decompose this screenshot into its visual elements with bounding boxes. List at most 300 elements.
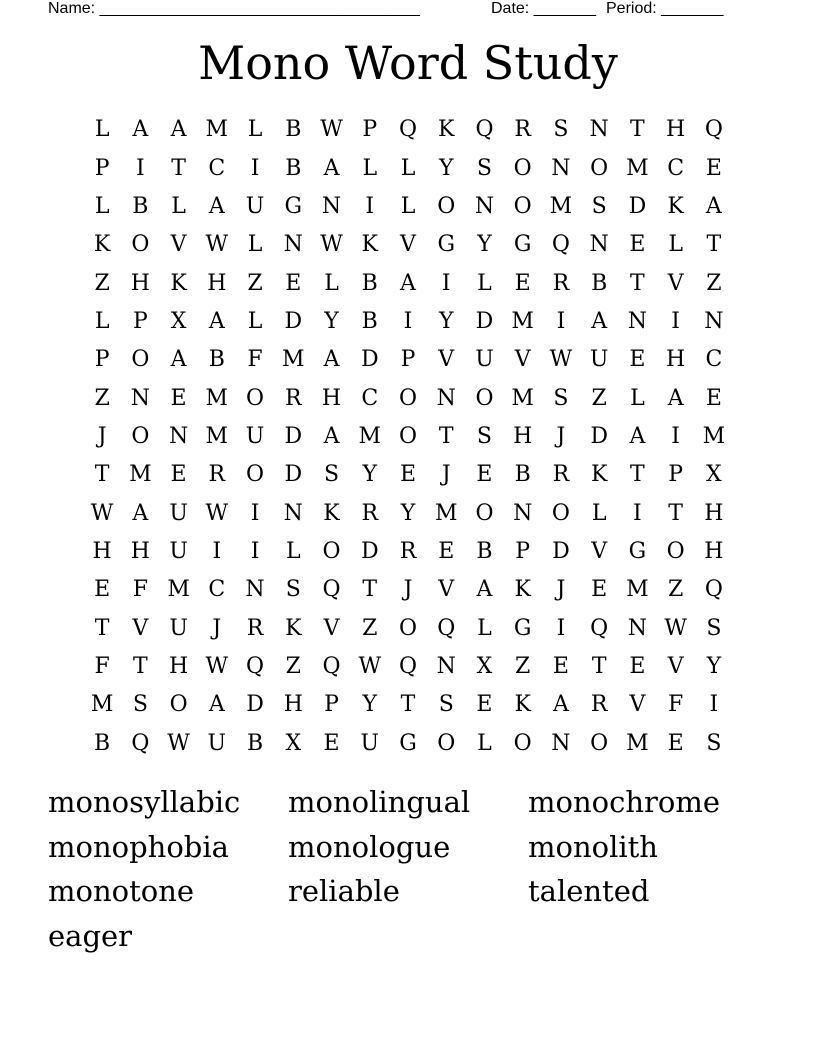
grid-letter[interactable]: Y bbox=[362, 462, 378, 488]
grid-letter[interactable]: N bbox=[436, 385, 456, 411]
grid-letter[interactable]: Q bbox=[590, 615, 609, 641]
grid-letter[interactable]: I bbox=[633, 500, 642, 526]
grid-letter[interactable]: D bbox=[360, 347, 379, 373]
grid-letter[interactable]: E bbox=[705, 385, 722, 411]
grid-letter[interactable]: V bbox=[400, 232, 416, 258]
grid-letter[interactable]: R bbox=[552, 270, 570, 296]
student-info-header bbox=[48, 0, 738, 20]
grid-letter[interactable]: Y bbox=[706, 653, 722, 679]
grid-letter[interactable]: L bbox=[247, 308, 263, 334]
grid-letter[interactable]: Q bbox=[246, 653, 265, 679]
grid-letter[interactable]: V bbox=[438, 347, 455, 373]
grid-letter[interactable]: U bbox=[360, 730, 380, 756]
grid-letter[interactable]: P bbox=[400, 347, 416, 373]
grid-letter[interactable]: S bbox=[323, 462, 340, 488]
grid-letter[interactable]: N bbox=[474, 193, 495, 219]
grid-letter[interactable]: V bbox=[170, 232, 187, 258]
grid-letter[interactable]: O bbox=[513, 730, 532, 756]
grid-letter[interactable]: E bbox=[629, 232, 646, 258]
grid-letter[interactable]: I bbox=[212, 538, 222, 564]
grid-letter[interactable]: H bbox=[92, 538, 112, 564]
grid-letter[interactable]: O bbox=[131, 423, 150, 449]
grid-letter[interactable]: M bbox=[434, 500, 458, 526]
grid-row bbox=[83, 149, 733, 187]
grid-letter[interactable]: W bbox=[205, 653, 229, 679]
grid-letter[interactable]: B bbox=[591, 270, 608, 296]
grid-letter[interactable]: H bbox=[168, 653, 189, 679]
grid-letter[interactable]: M bbox=[282, 347, 305, 373]
grid-letter[interactable]: R bbox=[552, 462, 570, 488]
grid-letter[interactable]: R bbox=[514, 117, 531, 143]
grid-letter[interactable]: I bbox=[365, 193, 375, 219]
grid-letter[interactable]: Y bbox=[477, 232, 492, 258]
grid-letter[interactable]: K bbox=[285, 615, 302, 641]
grid-letter[interactable]: N bbox=[245, 577, 265, 603]
grid-letter[interactable]: M bbox=[90, 692, 114, 718]
grid-letter[interactable]: E bbox=[94, 577, 111, 603]
grid-letter[interactable]: L bbox=[362, 155, 378, 181]
grid-letter[interactable]: L bbox=[400, 155, 416, 181]
grid-letter[interactable]: K bbox=[590, 462, 608, 488]
grid-letter[interactable]: U bbox=[169, 500, 188, 526]
grid-letter[interactable]: A bbox=[208, 692, 225, 718]
grid-letter[interactable]: T bbox=[171, 155, 186, 181]
grid-letter[interactable]: B bbox=[361, 270, 378, 296]
grid-letter[interactable]: E bbox=[323, 730, 340, 756]
grid-letter[interactable]: P bbox=[94, 347, 110, 373]
grid-letter[interactable]: S bbox=[476, 423, 492, 449]
grid-letter[interactable]: A bbox=[132, 117, 149, 143]
grid-letter[interactable]: P bbox=[324, 692, 339, 718]
grid-letter[interactable]: Z bbox=[706, 270, 722, 296]
grid-letter[interactable]: T bbox=[94, 615, 110, 641]
grid-letter[interactable]: X bbox=[706, 462, 722, 488]
grid-letter[interactable]: O bbox=[590, 730, 609, 756]
grid-letter[interactable]: E bbox=[705, 155, 722, 181]
grid-letter[interactable]: V bbox=[667, 270, 684, 296]
grid-letter[interactable]: C bbox=[667, 155, 685, 181]
grid-letter[interactable]: W bbox=[664, 615, 687, 641]
grid-letter[interactable]: L bbox=[94, 308, 110, 334]
grid-letter[interactable]: C bbox=[361, 385, 379, 411]
grid-letter[interactable]: S bbox=[553, 117, 569, 143]
grid-letter[interactable]: I bbox=[441, 270, 451, 296]
word-list-item: reliable bbox=[288, 874, 400, 908]
grid-letter[interactable]: G bbox=[284, 193, 303, 219]
grid-letter[interactable]: W bbox=[549, 347, 573, 373]
grid-letter[interactable]: M bbox=[205, 423, 229, 449]
grid-letter[interactable]: J bbox=[556, 577, 566, 603]
grid-letter[interactable]: E bbox=[170, 462, 187, 488]
grid-letter[interactable]: H bbox=[513, 423, 533, 449]
grid-letter[interactable]: R bbox=[246, 615, 264, 641]
grid-letter[interactable]: L bbox=[285, 538, 301, 564]
grid-letter[interactable]: D bbox=[552, 538, 570, 564]
grid-letter[interactable]: H bbox=[207, 270, 227, 296]
grid-letter[interactable]: Z bbox=[94, 270, 110, 296]
grid-letter[interactable]: L bbox=[477, 270, 492, 296]
grid-letter[interactable]: H bbox=[666, 117, 686, 143]
grid-letter[interactable]: E bbox=[285, 270, 302, 296]
grid-letter[interactable]: E bbox=[438, 538, 455, 564]
grid-letter[interactable]: L bbox=[400, 193, 416, 219]
grid-letter[interactable]: Q bbox=[398, 117, 418, 143]
grid-letter[interactable]: G bbox=[437, 232, 456, 258]
grid-letter[interactable]: A bbox=[323, 347, 340, 373]
grid-letter[interactable]: A bbox=[591, 308, 608, 334]
grid-letter[interactable]: G bbox=[513, 232, 532, 258]
grid-letter[interactable]: Z bbox=[591, 385, 607, 411]
grid-letter[interactable]: A bbox=[170, 117, 187, 143]
grid-letter[interactable]: W bbox=[90, 500, 114, 526]
grid-letter[interactable]: N bbox=[168, 423, 189, 449]
grid-letter[interactable]: O bbox=[131, 347, 150, 373]
grid-letter[interactable]: O bbox=[513, 193, 532, 219]
grid-letter[interactable]: M bbox=[511, 308, 534, 334]
grid-letter[interactable]: A bbox=[476, 577, 493, 603]
grid-letter[interactable]: U bbox=[207, 730, 227, 756]
grid-letter[interactable]: K bbox=[361, 232, 378, 258]
grid-letter[interactable]: N bbox=[283, 500, 303, 526]
grid-letter[interactable]: X bbox=[285, 730, 302, 756]
grid-letter[interactable]: Y bbox=[362, 692, 378, 718]
grid-letter[interactable]: U bbox=[245, 193, 265, 219]
grid-letter[interactable]: C bbox=[208, 577, 226, 603]
grid-letter[interactable]: Q bbox=[475, 117, 494, 143]
grid-letter[interactable]: E bbox=[591, 577, 608, 603]
grid-letter[interactable]: S bbox=[476, 155, 492, 181]
grid-letter[interactable]: Q bbox=[704, 577, 723, 603]
grid-letter[interactable]: K bbox=[438, 117, 455, 143]
grid-letter[interactable]: Q bbox=[437, 615, 456, 641]
word-list-item: talented bbox=[528, 874, 650, 908]
grid-letter[interactable]: D bbox=[360, 538, 379, 564]
grid-row bbox=[83, 341, 733, 379]
grid-letter[interactable]: H bbox=[130, 538, 150, 564]
grid-letter[interactable]: K bbox=[667, 193, 684, 219]
grid-letter[interactable]: T bbox=[400, 692, 416, 718]
grid-letter[interactable]: E bbox=[170, 385, 187, 411]
grid-letter[interactable]: Y bbox=[438, 308, 454, 334]
grid-letter[interactable]: S bbox=[553, 385, 569, 411]
grid-letter[interactable]: V bbox=[629, 692, 646, 718]
grid-letter[interactable]: S bbox=[706, 615, 722, 641]
grid-letter[interactable]: I bbox=[671, 308, 680, 334]
grid-letter[interactable]: Y bbox=[438, 155, 454, 181]
grid-letter[interactable]: A bbox=[170, 347, 187, 373]
grid-letter[interactable]: O bbox=[322, 538, 341, 564]
grid-row bbox=[83, 533, 733, 571]
grid-letter[interactable]: U bbox=[169, 538, 188, 564]
grid-letter[interactable]: A bbox=[552, 692, 569, 718]
grid-letter[interactable]: L bbox=[171, 193, 186, 219]
grid-letter[interactable]: I bbox=[250, 155, 260, 181]
grid-letter[interactable]: K bbox=[514, 577, 531, 603]
grid-letter[interactable]: B bbox=[94, 730, 111, 756]
grid-letter[interactable]: O bbox=[398, 615, 418, 641]
grid-letter[interactable]: A bbox=[400, 270, 416, 296]
grid-letter[interactable]: K bbox=[514, 692, 531, 718]
grid-letter[interactable]: I bbox=[136, 155, 145, 181]
grid-letter[interactable]: N bbox=[704, 308, 724, 334]
grid-letter[interactable]: U bbox=[245, 423, 265, 449]
grid-letter[interactable]: S bbox=[706, 730, 722, 756]
grid-letter[interactable]: U bbox=[589, 347, 609, 373]
grid-letter[interactable]: Q bbox=[398, 653, 418, 679]
grid-letter[interactable]: P bbox=[515, 538, 531, 564]
grid-letter[interactable]: V bbox=[667, 653, 684, 679]
grid-letter[interactable]: B bbox=[361, 308, 378, 334]
grid-letter[interactable]: J bbox=[556, 423, 566, 449]
grid-letter[interactable]: N bbox=[627, 308, 648, 334]
grid-letter[interactable]: V bbox=[591, 538, 608, 564]
grid-letter[interactable]: W bbox=[320, 117, 343, 143]
grid-letter[interactable]: A bbox=[132, 500, 149, 526]
grid-letter[interactable]: O bbox=[475, 500, 494, 526]
grid-letter[interactable]: O bbox=[513, 155, 532, 181]
grid-letter[interactable]: H bbox=[130, 270, 150, 296]
grid-letter[interactable]: F bbox=[132, 577, 148, 603]
grid-letter[interactable]: E bbox=[629, 347, 646, 373]
grid-letter[interactable]: M bbox=[702, 423, 726, 449]
grid-letter[interactable]: Y bbox=[400, 500, 416, 526]
grid-letter[interactable]: L bbox=[324, 270, 339, 296]
grid-letter[interactable]: E bbox=[476, 462, 493, 488]
grid-row bbox=[83, 264, 733, 302]
grid-letter[interactable]: E bbox=[629, 653, 646, 679]
grid-letter[interactable]: Z bbox=[247, 270, 263, 296]
grid-letter[interactable]: V bbox=[438, 577, 455, 603]
grid-letter[interactable]: N bbox=[283, 232, 303, 258]
grid-letter[interactable]: M bbox=[626, 155, 649, 181]
grid-letter[interactable]: F bbox=[247, 347, 263, 373]
grid-letter[interactable]: R bbox=[285, 385, 302, 411]
grid-letter[interactable]: N bbox=[551, 730, 571, 756]
grid-letter[interactable]: A bbox=[208, 193, 225, 219]
grid-letter[interactable]: R bbox=[590, 692, 608, 718]
grid-letter[interactable]: A bbox=[629, 423, 646, 449]
grid-letter[interactable]: N bbox=[436, 653, 456, 679]
grid-letter[interactable]: N bbox=[321, 193, 342, 219]
grid-letter[interactable]: N bbox=[589, 117, 609, 143]
grid-letter[interactable]: N bbox=[513, 500, 533, 526]
grid-letter[interactable]: X bbox=[476, 653, 493, 679]
grid-letter[interactable]: C bbox=[705, 347, 723, 373]
grid-letter[interactable]: L bbox=[477, 730, 492, 756]
grid-letter[interactable]: H bbox=[704, 538, 724, 564]
grid-letter[interactable]: K bbox=[170, 270, 187, 296]
grid-letter[interactable]: J bbox=[441, 462, 451, 488]
grid-letter[interactable]: G bbox=[628, 538, 647, 564]
grid-letter[interactable]: A bbox=[667, 385, 684, 411]
grid-letter[interactable]: W bbox=[167, 730, 190, 756]
grid-letter[interactable]: J bbox=[403, 577, 413, 603]
grid-letter[interactable]: Z bbox=[94, 385, 110, 411]
grid-letter[interactable]: Z bbox=[515, 653, 531, 679]
grid-letter[interactable]: Z bbox=[285, 653, 301, 679]
grid-letter[interactable]: Q bbox=[322, 653, 341, 679]
grid-letter[interactable]: B bbox=[132, 193, 149, 219]
grid-letter[interactable]: E bbox=[476, 692, 493, 718]
grid-letter[interactable]: B bbox=[476, 538, 493, 564]
grid-letter[interactable]: Q bbox=[704, 117, 723, 143]
grid-letter[interactable]: O bbox=[398, 423, 418, 449]
grid-letter[interactable]: V bbox=[514, 347, 531, 373]
grid-letter[interactable]: U bbox=[169, 615, 188, 641]
grid-letter[interactable]: E bbox=[399, 462, 417, 488]
grid-letter[interactable]: D bbox=[246, 692, 264, 718]
grid-letter[interactable]: N bbox=[551, 155, 571, 181]
grid-letter[interactable]: T bbox=[630, 462, 645, 488]
grid-letter[interactable]: K bbox=[323, 500, 340, 526]
grid-letter[interactable]: M bbox=[205, 117, 229, 143]
grid-letter[interactable]: T bbox=[362, 577, 378, 603]
grid-letter[interactable]: B bbox=[246, 730, 264, 756]
grid-letter[interactable]: M bbox=[167, 577, 190, 603]
grid-letter[interactable]: A bbox=[323, 423, 340, 449]
grid-letter[interactable]: V bbox=[323, 615, 340, 641]
grid-letter[interactable]: N bbox=[627, 615, 648, 641]
grid-letter[interactable]: O bbox=[169, 692, 188, 718]
grid-letter[interactable]: T bbox=[438, 423, 454, 449]
grid-letter[interactable]: O bbox=[131, 232, 150, 258]
grid-letter[interactable]: L bbox=[247, 232, 263, 258]
grid-letter[interactable]: O bbox=[246, 462, 265, 488]
grid-letter[interactable]: S bbox=[285, 577, 301, 603]
grid-letter[interactable]: A bbox=[323, 155, 340, 181]
grid-letter[interactable]: M bbox=[511, 385, 534, 411]
grid-letter[interactable]: P bbox=[668, 462, 684, 488]
grid-letter[interactable]: L bbox=[668, 232, 683, 258]
grid-row bbox=[83, 648, 733, 686]
grid-letter[interactable]: Q bbox=[131, 730, 150, 756]
grid-letter[interactable]: M bbox=[626, 730, 649, 756]
grid-letter[interactable]: G bbox=[513, 615, 532, 641]
grid-row bbox=[83, 188, 733, 226]
grid-letter[interactable]: T bbox=[133, 653, 148, 679]
grid-letter[interactable]: L bbox=[247, 117, 263, 143]
grid-letter[interactable]: W bbox=[205, 500, 229, 526]
grid-letter[interactable]: H bbox=[321, 385, 342, 411]
grid-letter[interactable]: Q bbox=[322, 577, 341, 603]
grid-letter[interactable]: B bbox=[208, 347, 225, 373]
grid-letter[interactable]: R bbox=[399, 538, 417, 564]
grid-letter[interactable]: G bbox=[399, 730, 417, 756]
grid-letter[interactable]: W bbox=[205, 232, 229, 258]
grid-letter[interactable]: J bbox=[97, 423, 107, 449]
grid-letter[interactable]: B bbox=[285, 117, 302, 143]
grid-letter[interactable]: P bbox=[362, 117, 378, 143]
grid-letter[interactable]: O bbox=[666, 538, 685, 564]
grid-letter[interactable]: I bbox=[671, 423, 680, 449]
grid-letter[interactable]: O bbox=[475, 385, 494, 411]
grid-letter[interactable]: E bbox=[667, 730, 684, 756]
grid-letter[interactable]: F bbox=[94, 653, 110, 679]
grid-letter[interactable]: R bbox=[208, 462, 226, 488]
grid-letter[interactable]: I bbox=[556, 308, 566, 334]
grid-letter[interactable]: O bbox=[246, 385, 265, 411]
grid-letter[interactable]: E bbox=[552, 653, 569, 679]
grid-letter[interactable]: O bbox=[437, 193, 456, 219]
grid-letter[interactable]: O bbox=[437, 730, 456, 756]
grid-letter[interactable]: H bbox=[704, 500, 724, 526]
grid-letter[interactable]: S bbox=[591, 193, 607, 219]
grid-letter[interactable]: A bbox=[208, 308, 225, 334]
grid-letter[interactable]: X bbox=[170, 308, 187, 334]
grid-letter[interactable]: N bbox=[589, 232, 609, 258]
grid-letter[interactable]: M bbox=[358, 423, 382, 449]
grid-letter[interactable]: E bbox=[514, 270, 531, 296]
grid-letter[interactable]: B bbox=[514, 462, 531, 488]
grid-letter[interactable]: I bbox=[403, 308, 413, 334]
grid-letter[interactable]: Q bbox=[551, 232, 570, 258]
grid-letter[interactable]: W bbox=[358, 653, 382, 679]
grid-letter[interactable]: I bbox=[556, 615, 566, 641]
grid-letter[interactable]: J bbox=[212, 615, 222, 641]
grid-letter[interactable]: D bbox=[590, 423, 608, 449]
grid-letter[interactable]: L bbox=[630, 385, 645, 411]
grid-letter[interactable]: M bbox=[129, 462, 152, 488]
grid-letter[interactable]: R bbox=[361, 500, 379, 526]
grid-letter[interactable]: I bbox=[250, 538, 260, 564]
grid-letter[interactable]: T bbox=[668, 500, 683, 526]
grid-letter[interactable]: U bbox=[475, 347, 494, 373]
grid-row bbox=[83, 418, 733, 456]
grid-letter[interactable]: D bbox=[284, 462, 303, 488]
grid-letter[interactable]: M bbox=[205, 385, 229, 411]
grid-letter[interactable]: L bbox=[591, 500, 607, 526]
grid-letter[interactable]: T bbox=[591, 653, 607, 679]
grid-letter[interactable]: O bbox=[551, 500, 570, 526]
grid-letter[interactable]: L bbox=[477, 615, 492, 641]
grid-letter[interactable]: S bbox=[132, 692, 148, 718]
grid-letter[interactable]: O bbox=[590, 155, 609, 181]
grid-row bbox=[83, 494, 733, 532]
grid-letter[interactable]: Z bbox=[362, 615, 378, 641]
grid-letter[interactable]: M bbox=[626, 577, 649, 603]
grid-letter[interactable]: N bbox=[130, 385, 150, 411]
grid-letter[interactable]: H bbox=[283, 692, 303, 718]
grid-letter[interactable]: V bbox=[132, 615, 149, 641]
grid-letter[interactable]: T bbox=[630, 117, 645, 143]
grid-letter[interactable]: P bbox=[132, 308, 148, 334]
grid-letter[interactable]: C bbox=[208, 155, 226, 181]
grid-letter[interactable]: T bbox=[706, 232, 722, 258]
grid-letter[interactable]: M bbox=[549, 193, 573, 219]
grid-letter[interactable]: L bbox=[94, 193, 110, 219]
grid-letter[interactable]: F bbox=[668, 692, 684, 718]
grid-letter[interactable]: Z bbox=[667, 577, 684, 603]
grid-letter[interactable]: L bbox=[94, 117, 110, 143]
grid-letter[interactable]: P bbox=[94, 155, 110, 181]
grid-letter[interactable]: K bbox=[93, 232, 111, 258]
grid-letter[interactable]: T bbox=[94, 462, 110, 488]
grid-letter[interactable]: B bbox=[285, 155, 302, 181]
grid-letter[interactable]: D bbox=[284, 423, 303, 449]
grid-letter[interactable]: D bbox=[475, 308, 494, 334]
grid-letter[interactable]: H bbox=[666, 347, 686, 373]
grid-letter[interactable]: I bbox=[250, 500, 260, 526]
grid-letter[interactable]: D bbox=[628, 193, 647, 219]
grid-letter[interactable]: I bbox=[709, 692, 719, 718]
grid-letter[interactable]: O bbox=[398, 385, 418, 411]
grid-letter[interactable]: W bbox=[320, 232, 343, 258]
grid-letter[interactable]: T bbox=[630, 270, 645, 296]
grid-letter[interactable]: A bbox=[705, 193, 722, 219]
grid-letter[interactable]: S bbox=[438, 692, 454, 718]
grid-letter[interactable]: D bbox=[284, 308, 303, 334]
grid-letter[interactable]: Y bbox=[324, 308, 339, 334]
